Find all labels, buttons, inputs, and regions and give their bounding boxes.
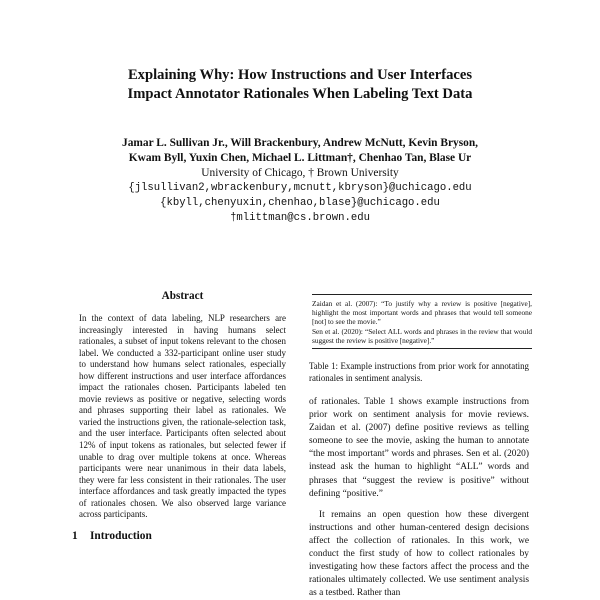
title-line-2: Impact Annotator Rationales When Labeling Text Data — [127, 86, 473, 102]
paper-title — [60, 66, 540, 104]
email-line-2: {kbyll,chenyuxin,chenhao,blase}@uchicago.edu — [160, 197, 440, 209]
section-number: 1 — [72, 529, 78, 542]
introduction-heading — [72, 530, 293, 542]
table-1-caption: Table 1: Example instructions from prior work for annotating rationales in sentiment analysis. — [309, 361, 529, 383]
email-line-3: †mlittman@cs.brown.edu — [230, 212, 370, 224]
title-line-1: Explaining Why: How Instructions and User Interfaces — [127, 67, 473, 83]
table-1-example-sen: Sen et al. (2020): “Select ALL words and phrases in the review that would suggest the review is positive [negative].” — [312, 326, 532, 345]
section-title: Introduction — [90, 529, 152, 542]
left-column — [72, 290, 293, 542]
author-names-line-2: Kwam Byll, Yuxin Chen, Michael L. Littman†, Chenhao Tan, Blase Ur — [128, 152, 472, 164]
author-block — [60, 136, 540, 226]
author-names-line-1: Jamar L. Sullivan Jr., Will Brackenbury, Andrew McNutt, Kevin Bryson, — [122, 137, 478, 149]
email-line-1: {jlsullivan2,wbrackenbury,mcnutt,kbryson}@uchicago.edu — [128, 182, 472, 194]
body-paragraph-2: It remains an open question how these divergent instructions and other human-centered design decisions affect the collection of rationales. In this work, we conduct the first study of how to collect rationales by investigating how these factors affect the process and the rationales ultimately collected. We use sentiment analysis as a testbed. Rather than — [309, 509, 529, 599]
body-paragraph-1: of rationales. Table 1 shows example instructions from prior work on sentiment analysis for movie reviews. Zaidan et al. (2007) define positive reviews as telling someone to see the movie, asking the human to annotate “the most important” words and phrases. Sen et al. (2020) instead ask the human to highlight “ALL” words and phrases that “suggest the review is positive” without defining “positive.” — [309, 397, 529, 499]
table-1-examples — [312, 294, 532, 349]
right-column — [309, 290, 532, 600]
affiliation: University of Chicago, † Brown University — [201, 167, 399, 179]
abstract-heading: Abstract — [161, 290, 204, 302]
abstract-text: In the context of data labeling, NLP researchers are increasingly interested in having humans select rationales, a subset of input tokens relevant to the chosen label. We conducted a 332-participant online user study to understand how humans select rationales, especially how different instructions and user interface affordances impact the rationales chosen. Participants labeled ten movie reviews as positive or negative, selecting words and phrases supporting their label as rationales. We varied the instructions given, the rationale-selection task, and the user interface. Participants often selected about 12% of input tokens as rationales, but selected fewer if unable to drag over multiple tokens at once. Whereas participants were near unanimous in their data labels, they were far less consistent in their rationales. The user interface affordances and task greatly impacted the types of rationales chosen. We also observed large variance across participants. — [79, 313, 286, 520]
table-1-example-zaidan: Zaidan et al. (2007): “To justify why a review is positive [negative], highlight the most important words and phrases that would tell someone [not] to see the movie.” — [312, 299, 532, 327]
